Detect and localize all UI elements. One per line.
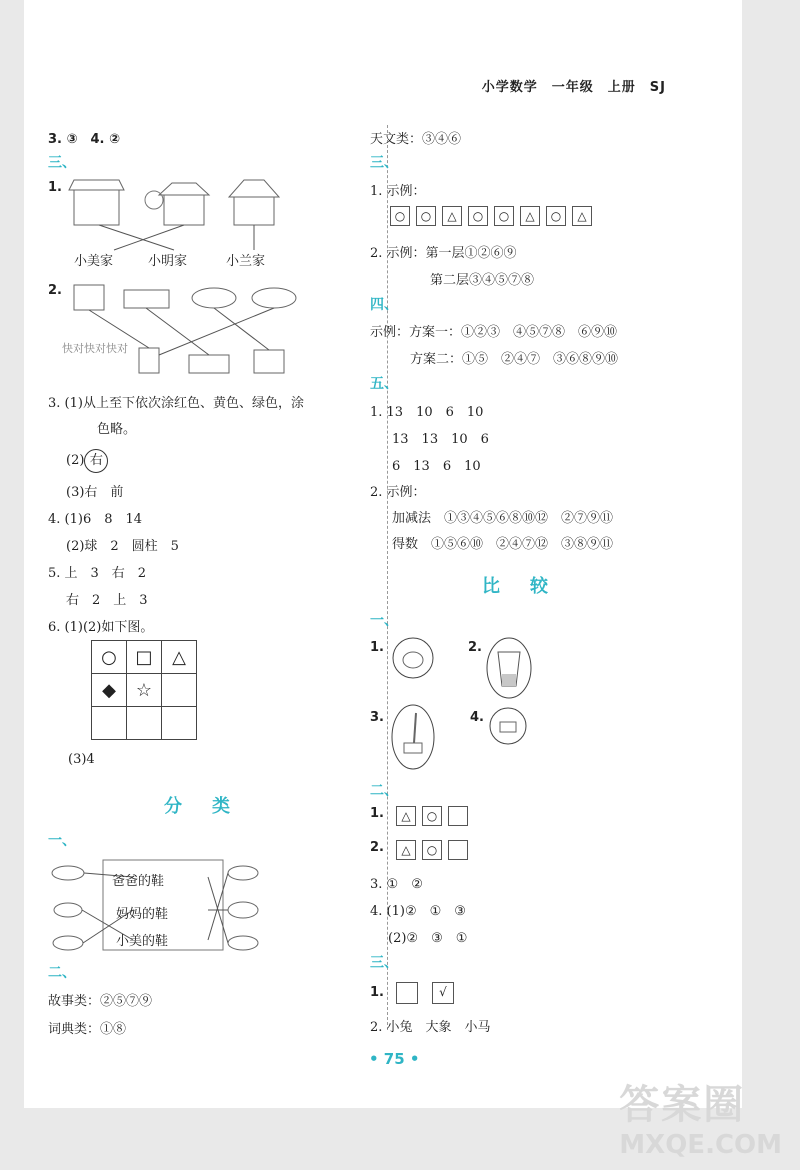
- answer-prefix: (2): [66, 453, 85, 468]
- shape-box: ○: [422, 840, 442, 860]
- section-heading: 一、: [370, 613, 398, 629]
- question-number: 4.: [470, 710, 484, 725]
- grid-cell: □: [127, 641, 162, 674]
- shoe-label: 妈妈的鞋: [116, 907, 169, 922]
- section-title: 比较: [482, 576, 578, 597]
- answer-line: 天文类：③④⑥: [370, 132, 462, 147]
- section-heading: 一、: [48, 833, 76, 849]
- question-number: 1.: [370, 640, 384, 655]
- shape-box: [448, 840, 468, 860]
- shapes-row: [390, 206, 598, 226]
- shape-box: △: [396, 806, 416, 826]
- gifts-illustration: [64, 280, 304, 380]
- answer-line: 4. (1)② ① ③: [370, 904, 466, 919]
- answer-line: 2. 小兔 大象 小马: [370, 1020, 491, 1035]
- check-boxes: [396, 982, 460, 1004]
- grid-cell: [162, 674, 197, 707]
- answer-line: 6 13 6 10: [392, 459, 481, 474]
- section-heading: 五、: [370, 376, 398, 392]
- shape-box: [448, 806, 468, 826]
- check-box: √: [432, 982, 454, 1004]
- answer-line: 2. 示例：: [370, 485, 426, 500]
- answer-line: 4. (1)6 8 14: [48, 512, 143, 527]
- answer-line: 右 2 上 3: [66, 593, 148, 608]
- answer-line: 色略。: [97, 422, 137, 437]
- grid-cell: ◆: [92, 674, 127, 707]
- shape-box: ○: [390, 206, 410, 226]
- circled-answer: 右: [84, 449, 108, 473]
- section-heading: 二、: [370, 783, 398, 799]
- shape-box: △: [396, 840, 416, 860]
- answer-line: (2)② ③ ①: [388, 931, 468, 946]
- shoe-label: 小美的鞋: [116, 934, 169, 949]
- answer-line: 得数 ①⑤⑥⑩ ②④⑦⑫ ③⑧⑨⑪: [392, 537, 614, 552]
- shape-boxes: [396, 840, 474, 860]
- question-number: 1.: [48, 180, 62, 195]
- question-number: 1.: [370, 985, 384, 1000]
- answer-line: 第二层③④⑤⑦⑧: [430, 273, 535, 288]
- cup-picture: [484, 636, 534, 700]
- grid-cell: [162, 707, 197, 740]
- shape-box: △: [520, 206, 540, 226]
- grid-cell: △: [162, 641, 197, 674]
- answer-line: [66, 449, 108, 473]
- question-number: 3.: [370, 710, 384, 725]
- answer-line: (3)右 前: [66, 485, 124, 500]
- answer-line: 2. 示例：第一层①②⑥⑨: [370, 246, 517, 261]
- answer-line: 示例：方案一：①②③ ④⑤⑦⑧ ⑥⑨⑩: [370, 325, 618, 340]
- watermark-url: MXQE.COM: [619, 1130, 782, 1160]
- shape-box: △: [442, 206, 462, 226]
- answer-line: 3. (1)从上至下依次涂红色、黄色、绿色，涂: [48, 396, 304, 411]
- answer-line: 5. 上 3 右 2: [48, 566, 147, 581]
- house-label: 小美家: [74, 254, 114, 269]
- page-number: • 75 •: [369, 1050, 420, 1068]
- check-box: [396, 982, 418, 1004]
- shape-box: △: [572, 206, 592, 226]
- answer-line: (3)4: [68, 752, 95, 767]
- shape-grid: [91, 640, 197, 740]
- page: [24, 0, 742, 1108]
- answer-line: 加减法 ①③④⑤⑥⑧⑩⑫ ②⑦⑨⑪: [392, 511, 614, 526]
- answer-line: 6. (1)(2)如下图。: [48, 620, 154, 635]
- grid-cell: [127, 707, 162, 740]
- answer-line: 方案二：①⑤ ②④⑦ ③⑥⑧⑨⑩: [410, 352, 619, 367]
- frog-picture: [388, 636, 438, 681]
- answer-line: 词典类：①⑧: [48, 1022, 127, 1037]
- section-title: 分类: [164, 796, 260, 817]
- house-label: 小明家: [148, 254, 188, 269]
- section-heading: 二、: [48, 965, 76, 981]
- question-number: 1.: [370, 806, 384, 821]
- grid-cell: ☆: [127, 674, 162, 707]
- answer-line: 1. 示例：: [370, 184, 426, 199]
- answer-line: 3. ① ②: [370, 877, 423, 892]
- house-label: 小兰家: [226, 254, 266, 269]
- answer-line: 13 13 10 6: [392, 432, 489, 447]
- question-number: 2.: [468, 640, 482, 655]
- answer-line: 1. 13 10 6 10: [370, 405, 484, 420]
- question-number: 2.: [370, 840, 384, 855]
- section-heading: 四、: [370, 297, 398, 313]
- shape-box: ○: [422, 806, 442, 826]
- question-number: 2.: [48, 283, 62, 298]
- grid-cell: ○: [92, 641, 127, 674]
- giraffe-picture: [388, 703, 438, 771]
- answer-line: (2)球 2 圆柱 5: [66, 539, 179, 554]
- watermark-title: 答案圈: [619, 1082, 746, 1128]
- shape-box: ○: [494, 206, 514, 226]
- weight-picture: [488, 706, 528, 746]
- shape-box: ○: [468, 206, 488, 226]
- answer-line: 故事类：②⑤⑦⑨: [48, 994, 153, 1009]
- section-heading: 三、: [48, 155, 76, 171]
- answer-line: 3. ③ 4. ②: [48, 132, 121, 147]
- section-heading: 三、: [370, 955, 398, 971]
- page-header: 小学数学 一年级 上册 SJ: [481, 80, 666, 95]
- section-heading: 三、: [370, 155, 398, 171]
- shape-box: ○: [416, 206, 436, 226]
- shoe-label: 爸爸的鞋: [112, 874, 165, 889]
- watermark: [619, 1073, 782, 1160]
- grid-cell: [92, 707, 127, 740]
- stamp-text: 快对快对快对: [62, 342, 128, 355]
- shape-box: ○: [546, 206, 566, 226]
- shape-boxes: [396, 806, 474, 826]
